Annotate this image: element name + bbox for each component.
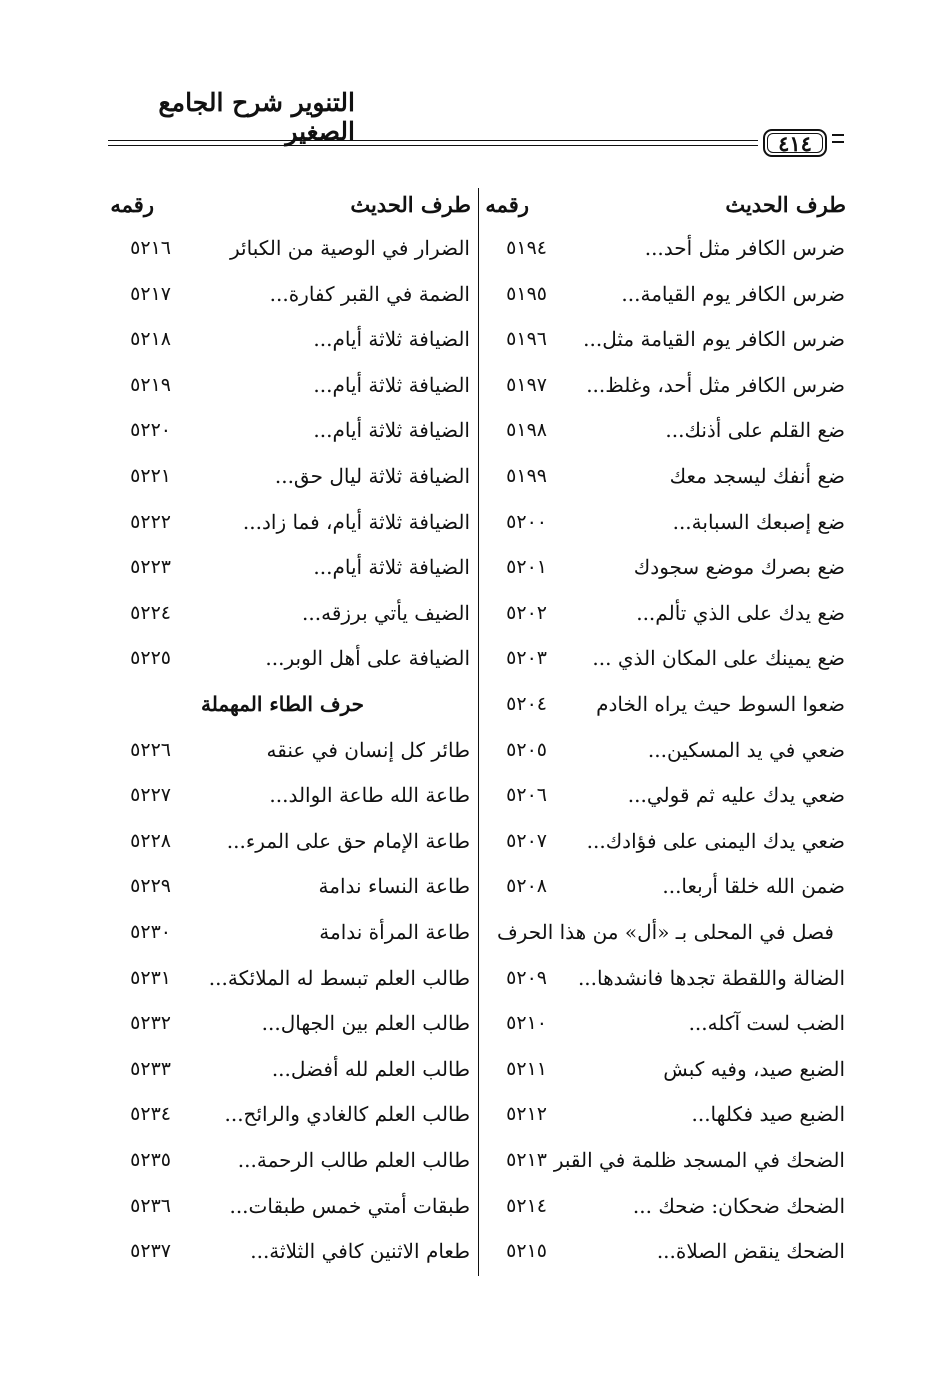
index-entry-title: الضيافة ثلاثة أيام...: [313, 418, 470, 443]
index-entry-number: ٥٢١٢: [506, 1103, 547, 1126]
index-entry-number: ٥٢١١: [506, 1057, 547, 1080]
index-entry-number: ٥٢٢١: [130, 465, 171, 487]
index-entry-number: ٥٢٠٤: [506, 693, 547, 715]
index-entry-title: ضع بصرك موضع سجودك: [633, 555, 845, 580]
index-entry-title: الضيافة ثلاثة أيام...: [313, 327, 470, 352]
index-entry-title: ضعوا السوط حيث يراه الخادم: [596, 692, 845, 716]
index-entry-title: الضيافة ثلاثة أيام...: [313, 555, 470, 580]
index-entry-title: الضمة في القبر كفارة...: [269, 281, 470, 306]
index-entry-number: ٥١٩٩: [506, 465, 547, 487]
index-entry-title: الضيافة ثلاثة أيام...: [313, 372, 470, 397]
index-entry-title: طاعة الإمام حق على المرء...: [226, 828, 470, 853]
index-entry-title: طاعة المرأة ندامة: [319, 920, 470, 944]
index-entry-number: ٥٢٣٧: [130, 1240, 171, 1263]
index-entry-title: ضع أنفك ليسجد معك: [669, 464, 845, 488]
index-entry-title: الضيافة ثلاثة ليال حق...: [274, 464, 470, 488]
index-entry-number: ٥٢٣٤: [130, 1103, 171, 1126]
index-entry-number: ٥٢٠٨: [506, 875, 547, 898]
index-entry-title: طالب العلم لله أفضل...: [271, 1056, 470, 1081]
header-rule-bottom: [108, 145, 758, 146]
index-entry-number: ٥٢٣٢: [130, 1012, 171, 1035]
index-entry-title: طبقات أمتي خمس طبقات...: [229, 1193, 470, 1218]
index-entry-title: ضعي في يد المسكين...: [647, 737, 845, 762]
index-entry-number: ٥٢٣٣: [130, 1057, 171, 1080]
index-entry-number: ٥٢٢٦: [130, 738, 171, 761]
index-entry-title: ضع القلم على أذنك...: [665, 418, 845, 443]
section-note: فصل في المحلى بـ «أل» من هذا الحرف: [496, 920, 834, 944]
index-entry-title: طالب العلم بين الجهال...: [261, 1011, 470, 1036]
index-entry-number: ٥٢٠٦: [506, 784, 547, 807]
left-title-header: طرف الحديث: [350, 192, 471, 217]
index-entry-title: الضالة واللقطة تجدها فانشدها...: [577, 965, 845, 990]
index-entry-number: ٥٢٢٧: [130, 784, 171, 807]
index-entry-number: ٥٢٠١: [506, 556, 547, 579]
index-entry-number: ٥٢٣١: [130, 966, 171, 989]
index-entry-title: ضع يدك على الذي تألم...: [636, 600, 845, 625]
index-entry-number: ٥٢١٣: [506, 1149, 547, 1171]
index-entry-number: ٥٢٢٨: [130, 829, 171, 852]
index-entry-number: ٥٢٢٤: [130, 601, 171, 624]
index-entry-title: الضبع صيد فكلها...: [691, 1102, 845, 1127]
index-entry-number: ٥١٩٥: [506, 282, 547, 305]
index-entry-number: ٥٢٠٥: [506, 738, 547, 761]
index-entry-title: الضبع صيد، وفيه كبش: [663, 1056, 845, 1081]
index-entry-number: ٥٢٣٥: [130, 1149, 171, 1171]
index-entry-number: ٥٢٢٩: [130, 875, 171, 898]
index-entry-title: طالب العلم طالب الرحمة...: [237, 1148, 470, 1172]
index-entry-title: طاعة الله طاعة الوالد...: [269, 783, 470, 808]
index-entry-number: ٥٢٠٧: [506, 829, 547, 852]
index-entry-title: الضيافة ثلاثة أيام، فما زاد...: [242, 509, 470, 534]
index-entry-number: ٥١٩٦: [506, 328, 547, 351]
index-entry-title: الضحك في المسجد ظلمة في القبر: [553, 1148, 845, 1172]
index-entry-title: ضمن الله خلقا أربعا...: [662, 874, 845, 899]
index-entry-title: طالب العلم تبسط له الملائكة...: [208, 965, 470, 990]
index-entry-number: ٥٢١٠: [506, 1012, 547, 1035]
index-entry-title: الضرار في الوصية من الكبائر: [230, 236, 470, 260]
index-entry-number: ٥٢٢٢: [130, 510, 171, 533]
index-entry-number: ٥١٩٤: [506, 237, 547, 259]
left-number-header: رقمه: [110, 192, 154, 217]
section-heading: حرف الطاء المهملة: [201, 692, 364, 716]
index-entry-title: الضحك ينقض الصلاة...: [656, 1239, 845, 1264]
index-entry-number: ٥٢١٨: [130, 328, 171, 351]
index-entry-number: ٥٢٠٩: [506, 966, 547, 989]
index-entry-title: ضع يمينك على المكان الذي ...: [592, 646, 845, 671]
index-entry-title: طعام الاثنين كافي الثلاثة...: [250, 1239, 470, 1264]
index-entry-number: ٥٢٠٠: [506, 510, 547, 533]
index-entry-title: ضعي يدك اليمنى على فؤادك...: [586, 828, 845, 853]
index-entry-title: الضيف يأتي برزقه...: [302, 600, 470, 625]
index-entry-number: ٥١٩٨: [506, 419, 547, 442]
index-entry-number: ٥٢١٦: [130, 237, 171, 259]
page-number: ٤١٤: [763, 129, 827, 157]
index-entry-number: ٥٢٣٦: [130, 1194, 171, 1217]
index-entry-title: ضع إصبعك السبابة...: [672, 509, 845, 534]
index-entry-title: الضحك ضحكان: ضحك ...: [632, 1193, 845, 1218]
index-entry-title: الضيافة على أهل الوبر...: [265, 646, 470, 671]
index-entry-title: ضعي يدك عليه ثم قولي...: [627, 783, 845, 808]
index-entry-title: الضب لست آكله...: [688, 1011, 845, 1036]
index-entry-number: ٥٢٢٥: [130, 647, 171, 670]
index-entry-title: طالب العلم كالغادي والرائح...: [224, 1102, 470, 1127]
index-entry-number: ٥٢١٩: [130, 373, 171, 396]
running-header-title: التنوير شرح الجامع الصغير: [158, 88, 355, 146]
right-number-header: رقمه: [485, 192, 529, 217]
index-entry-number: ٥٢١٥: [506, 1240, 547, 1263]
header-rule-top: [108, 140, 758, 141]
index-entry-title: طائر كل إنسان في عنقه: [266, 737, 470, 762]
index-entry-number: ٥٢٠٣: [506, 647, 547, 670]
index-entry-number: ٥٢١٧: [130, 282, 171, 305]
right-title-header: طرف الحديث: [725, 192, 846, 217]
index-entry-title: ضرس الكافر يوم القيامة مثل...: [583, 327, 845, 352]
index-entry-title: ضرس الكافر مثل أحد...: [644, 236, 845, 260]
ornament-equals-icon: [832, 134, 844, 148]
index-entry-number: ٥٢٣٠: [130, 921, 171, 943]
index-entry-number: ٥٢٢٣: [130, 556, 171, 579]
index-entry-number: ٥١٩٧: [506, 373, 547, 396]
index-entry-title: ضرس الكافر مثل أحد، وغلظ...: [586, 372, 845, 397]
index-entry-number: ٥٢٢٠: [130, 419, 171, 442]
index-entry-number: ٥٢١٤: [506, 1194, 547, 1217]
index-entry-number: ٥٢٠٢: [506, 601, 547, 624]
index-entry-title: ضرس الكافر يوم القيامة...: [621, 281, 845, 306]
index-entry-title: طاعة النساء ندامة: [318, 874, 470, 899]
